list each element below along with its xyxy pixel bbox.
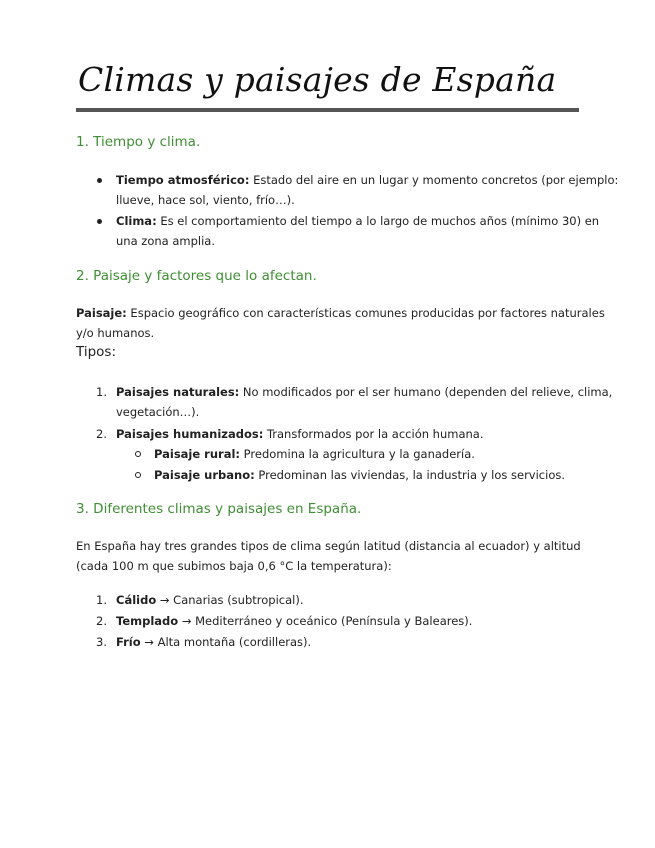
section-heading-2: 2. Paisaje y factores que lo afectan.: [76, 268, 317, 284]
bullet-marker: [97, 178, 102, 183]
paragraph-definition: [76, 303, 605, 323]
sub-list-item: [154, 465, 565, 485]
definition: → Canarias (subtropical).: [156, 593, 304, 607]
definition: Espacio geográfico con características comunes producidas por factores naturales: [126, 306, 605, 320]
definition: Predominan las viviendas, la industria y los servicios.: [254, 468, 566, 482]
page-title: Climas y paisajes de España: [78, 60, 557, 99]
section-heading-3: 3. Diferentes climas y paisajes en España.: [76, 501, 362, 517]
definition: Transformados por la acción humana.: [263, 427, 484, 441]
definition: → Alta montaña (cordilleras).: [140, 635, 312, 649]
definition: Estado del aire en un lugar y momento concretos (por ejemplo:: [249, 173, 619, 187]
sub-list-item: [154, 444, 475, 464]
term: Frío: [116, 635, 141, 649]
list-item: [116, 382, 612, 402]
term: Tiempo atmosférico:: [116, 173, 250, 187]
list-item-continuation: llueve, hace sol, viento, frío…).: [116, 193, 295, 207]
bullet-marker: [97, 219, 102, 224]
definition: → Mediterráneo y oceánico (Península y Baleares).: [178, 614, 473, 628]
list-item: [116, 211, 599, 231]
list-number: 2.: [96, 614, 107, 628]
term: Paisajes humanizados:: [116, 427, 264, 441]
definition: Predomina la agricultura y la ganadería.: [240, 447, 475, 461]
paragraph-continuation: y/o humanos.: [76, 326, 155, 340]
term: Paisaje rural:: [154, 447, 241, 461]
list-item-continuation: una zona amplia.: [116, 234, 215, 248]
list-number: 3.: [96, 635, 107, 649]
paragraph-continuation: (cada 100 m que subimos baja 0,6 °C la temperatura):: [76, 559, 392, 573]
paragraph-intro: En España hay tres grandes tipos de clima según latitud (distancia al ecuador) y altitud: [76, 539, 581, 553]
sub-bullet-marker: [135, 451, 141, 457]
section-heading-1: 1. Tiempo y clima.: [76, 134, 201, 150]
definition: Es el comportamiento del tiempo a lo largo de muchos años (mínimo 30) en: [156, 214, 600, 228]
list-item: [116, 611, 472, 631]
list-item: [116, 590, 303, 610]
list-item: [116, 424, 484, 444]
term: Paisaje:: [76, 306, 127, 320]
tipos-label: Tipos:: [76, 344, 116, 360]
list-number: 2.: [96, 427, 107, 441]
title-underline: [76, 108, 579, 112]
list-item-continuation: vegetación…).: [116, 405, 200, 419]
term: Cálido: [116, 593, 157, 607]
term: Paisajes naturales:: [116, 385, 240, 399]
term: Templado: [116, 614, 179, 628]
list-number: 1.: [96, 593, 107, 607]
list-number: 1.: [96, 385, 107, 399]
list-item: [116, 170, 618, 190]
list-item: [116, 632, 311, 652]
term: Clima:: [116, 214, 157, 228]
term: Paisaje urbano:: [154, 468, 255, 482]
definition: No modificados por el ser humano (dependen del relieve, clima,: [239, 385, 613, 399]
sub-bullet-marker: [135, 472, 141, 478]
